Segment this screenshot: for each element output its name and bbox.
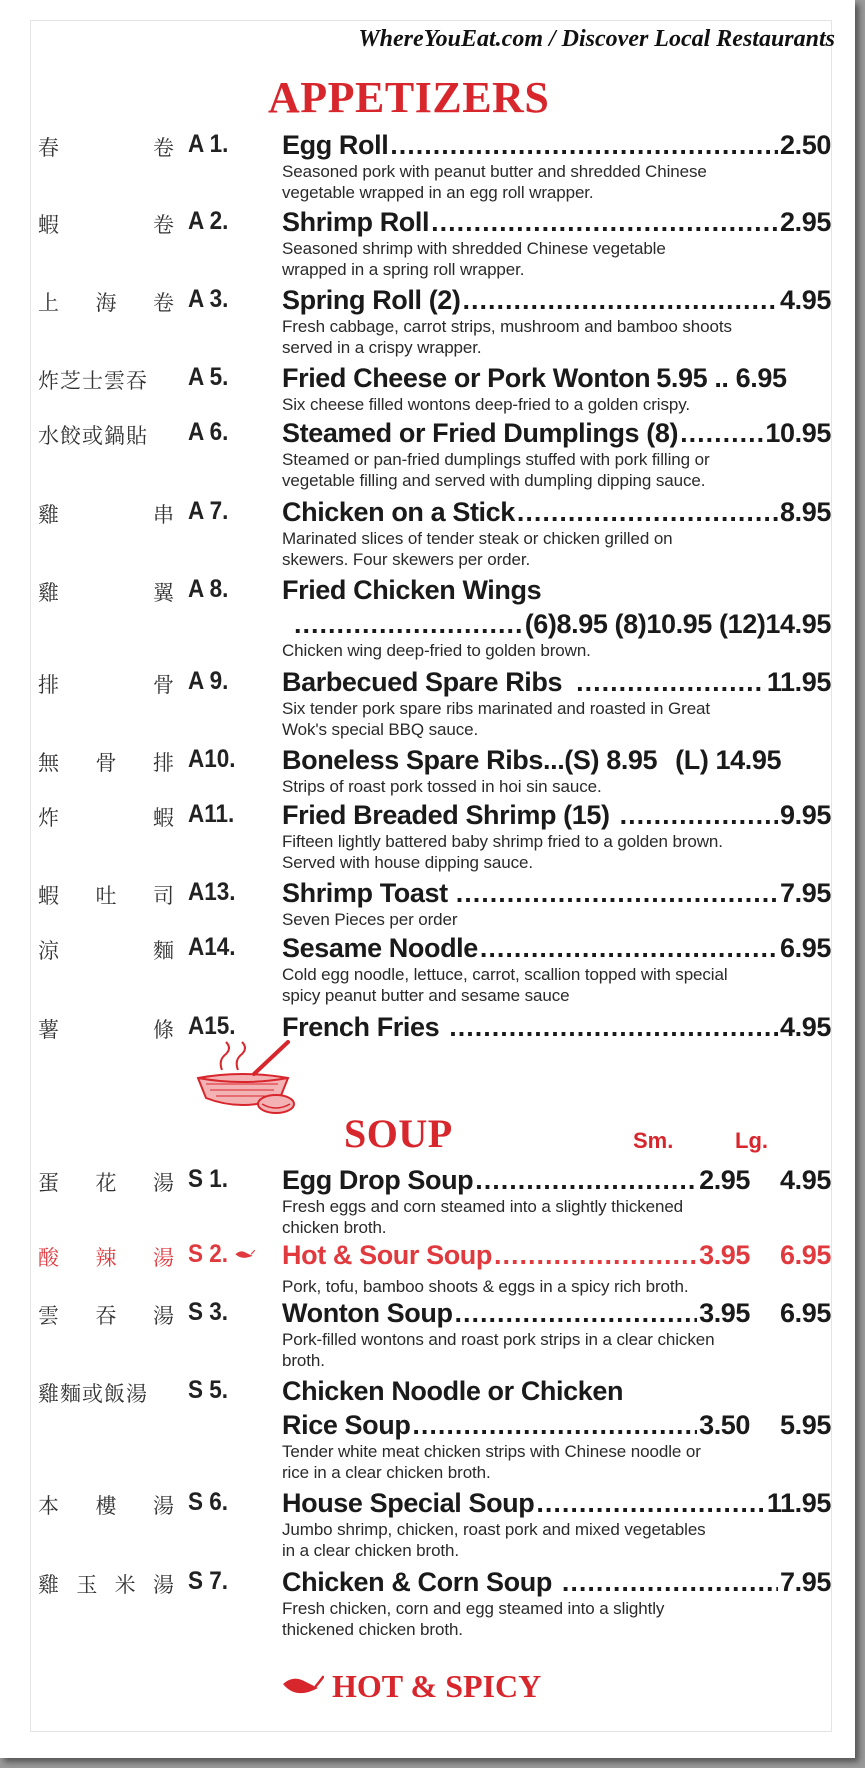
item-name-line1: Chicken Noodle or Chicken bbox=[282, 1376, 624, 1406]
price-large: 5.95 bbox=[780, 1410, 831, 1440]
soup-title: SOUP bbox=[344, 1111, 453, 1156]
item-name: Chicken & Corn Soup bbox=[282, 1567, 552, 1597]
item-code: A 1. bbox=[188, 130, 229, 158]
price-small: 3.95 bbox=[699, 1240, 751, 1270]
item-price: 2.95 bbox=[780, 207, 831, 237]
item-description: Jumbo shrimp, chicken, roast pork and mixed vegetables in a clear chicken broth. bbox=[282, 1520, 706, 1560]
hot-spicy-legend bbox=[280, 1668, 541, 1705]
item-code: A13. bbox=[188, 878, 236, 906]
item-description: Fresh cabbage, carrot strips, mushroom and bamboo shoots served in a crispy wrapper. bbox=[282, 317, 732, 357]
hot-spicy-label: HOT & SPICY bbox=[332, 1668, 542, 1704]
item-code: A 8. bbox=[188, 575, 229, 603]
item-price: (6)8.95 (8)10.95 (12)14.95 bbox=[524, 609, 831, 639]
item-price: 7.95 bbox=[780, 1567, 831, 1597]
item-description: Tender white meat chicken strips with Chinese noodle or rice in a clear chicken broth. bbox=[282, 1442, 701, 1482]
item-price: 9.95 bbox=[780, 800, 831, 830]
item-price: (L) 14.95 bbox=[675, 745, 782, 775]
chili-pepper-icon bbox=[234, 1249, 256, 1261]
item-name: Hot & Sour Soup bbox=[282, 1240, 492, 1270]
item-name: Fried Chicken Wings bbox=[282, 575, 542, 605]
item-description: Chicken wing deep-fried to golden brown. bbox=[282, 641, 591, 660]
chinese-name: 涼 麵 bbox=[38, 939, 174, 963]
price-large: 6.95 bbox=[780, 1298, 831, 1328]
chinese-name: 蝦 卷 bbox=[38, 213, 174, 237]
item-price: 10.95 bbox=[765, 418, 831, 448]
item-name: Barbecued Spare Ribs bbox=[282, 667, 563, 697]
item-name: Egg Drop Soup bbox=[282, 1165, 474, 1195]
chinese-name: 雞麵或飯湯 bbox=[38, 1382, 148, 1406]
chinese-name: 酸 辣 湯 bbox=[38, 1246, 174, 1270]
item-code: A 9. bbox=[188, 667, 229, 695]
item-name: Fried Breaded Shrimp (15) bbox=[282, 800, 610, 830]
item-name: Egg Roll bbox=[282, 130, 389, 160]
item-price: 2.50 bbox=[780, 130, 831, 160]
price-small: 2.95 bbox=[699, 1165, 751, 1195]
item-code: S 7. bbox=[188, 1567, 229, 1595]
chinese-name: 雲 吞 湯 bbox=[38, 1304, 174, 1328]
chinese-name: 水餃或鍋貼 bbox=[38, 424, 148, 448]
item-description: Six cheese filled wontons deep-fried to a golden crispy. bbox=[282, 395, 690, 414]
price-large: 4.95 bbox=[780, 1165, 831, 1195]
item-code: S 3. bbox=[188, 1298, 229, 1326]
item-price: 11.95 bbox=[766, 1488, 831, 1518]
item-description: Marinated slices of tender steak or chicken grilled on skewers. Four skewers per order. bbox=[282, 529, 673, 569]
soup-bowl-icon bbox=[192, 1040, 302, 1120]
chili-pepper-icon bbox=[280, 1674, 324, 1700]
item-name: Shrimp Roll bbox=[282, 207, 430, 237]
appetizers-title: APPETIZERS bbox=[268, 73, 550, 122]
item-code: A 2. bbox=[188, 207, 229, 235]
price-small: 3.95 bbox=[699, 1298, 751, 1328]
item-name: Steamed or Fried Dumplings (8) bbox=[282, 418, 679, 448]
item-code: A11. bbox=[188, 800, 235, 828]
site-header[interactable]: WhereYouEat.com / Discover Local Restaurants bbox=[358, 26, 835, 52]
chinese-name: 上 海 卷 bbox=[38, 291, 174, 315]
chinese-name: 本 樓 湯 bbox=[38, 1494, 174, 1518]
item-description: Cold egg noodle, lettuce, carrot, scallion topped with special spicy peanut butter and sesame sauce bbox=[282, 965, 728, 1005]
item-code: S 5. bbox=[188, 1376, 229, 1404]
item-description: Seven Pieces per order bbox=[282, 910, 458, 929]
item-name: Spring Roll (2) bbox=[282, 285, 461, 315]
item-name: Sesame Noodle bbox=[282, 933, 478, 963]
item-name: Chicken on a Stick bbox=[282, 497, 515, 527]
chinese-name: 春 卷 bbox=[38, 136, 174, 160]
item-name: Boneless Spare Ribs...(S) 8.95 bbox=[282, 745, 658, 775]
item-code: A10. bbox=[188, 745, 236, 773]
chinese-name: 無 骨 排 bbox=[38, 751, 174, 775]
item-code: S 2. bbox=[188, 1240, 256, 1269]
item-description: Seasoned shrimp with shredded Chinese vegetable wrapped in a spring roll wrapper. bbox=[282, 239, 666, 279]
item-price: 4.95 bbox=[780, 1012, 831, 1042]
item-name: Fried Cheese or Pork Wonton bbox=[282, 363, 651, 393]
item-code: A15. bbox=[188, 1012, 236, 1040]
item-code: A 7. bbox=[188, 497, 229, 525]
size-large-header: Lg. bbox=[735, 1128, 768, 1153]
item-name: House Special Soup bbox=[282, 1488, 535, 1518]
item-code: A14. bbox=[188, 933, 236, 961]
item-description: Pork, tofu, bamboo shoots & eggs in a spicy rich broth. bbox=[282, 1277, 689, 1296]
size-small-header: Sm. bbox=[633, 1128, 674, 1153]
item-price: 4.95 bbox=[780, 285, 831, 315]
item-description: Strips of roast pork tossed in hoi sin sauce. bbox=[282, 777, 602, 796]
item-price: 11.95 bbox=[766, 667, 831, 697]
item-description: Fresh chicken, corn and egg steamed into a slightly thickened chicken broth. bbox=[282, 1599, 665, 1639]
item-name: Wonton Soup bbox=[282, 1298, 453, 1328]
item-price: 8.95 bbox=[780, 497, 831, 527]
item-code: A 6. bbox=[188, 418, 229, 446]
chinese-name: 雞 玉 米 湯 bbox=[38, 1573, 174, 1597]
chinese-name: 炸芝士雲吞 bbox=[38, 369, 148, 393]
item-code: S 1. bbox=[188, 1165, 229, 1193]
item-description: Fifteen lightly battered baby shrimp fried to a golden brown. Served with house dipping sauce. bbox=[282, 832, 723, 872]
item-price: 7.95 bbox=[780, 878, 831, 908]
price-large: 6.95 bbox=[780, 1240, 831, 1270]
item-price: 6.95 bbox=[780, 933, 831, 963]
item-code: A 3. bbox=[188, 285, 229, 313]
item-description: Pork-filled wontons and roast pork strips in a clear chicken broth. bbox=[282, 1330, 715, 1370]
chinese-name: 雞 翼 bbox=[38, 581, 174, 605]
item-name: French Fries bbox=[282, 1012, 440, 1042]
chinese-name: 炸 蝦 bbox=[38, 806, 174, 830]
item-name: Rice Soup bbox=[282, 1410, 411, 1440]
item-description: Fresh eggs and corn steamed into a slightly thickened chicken broth. bbox=[282, 1197, 684, 1237]
item-price: 5.95 .. 6.95 bbox=[656, 363, 787, 393]
item-description: Steamed or pan-fried dumplings stuffed with pork filling or vegetable filling and served with dumpling dipping sauce. bbox=[282, 450, 710, 490]
chinese-name: 排 骨 bbox=[38, 673, 174, 697]
item-code: A 5. bbox=[188, 363, 229, 391]
item-description: Seasoned pork with peanut butter and shredded Chinese vegetable wrapped in an egg roll wrapper. bbox=[282, 162, 707, 202]
chinese-name: 雞 串 bbox=[38, 503, 174, 527]
item-code: S 6. bbox=[188, 1488, 229, 1516]
chinese-name: 蝦 吐 司 bbox=[38, 884, 174, 908]
chinese-name: 蛋 花 湯 bbox=[38, 1171, 174, 1195]
item-name: Shrimp Toast bbox=[282, 878, 448, 908]
chinese-name: 薯 條 bbox=[38, 1018, 174, 1042]
item-description: Six tender pork spare ribs marinated and roasted in Great Wok's special BBQ sauce. bbox=[282, 699, 711, 739]
price-small: 3.50 bbox=[699, 1410, 751, 1440]
